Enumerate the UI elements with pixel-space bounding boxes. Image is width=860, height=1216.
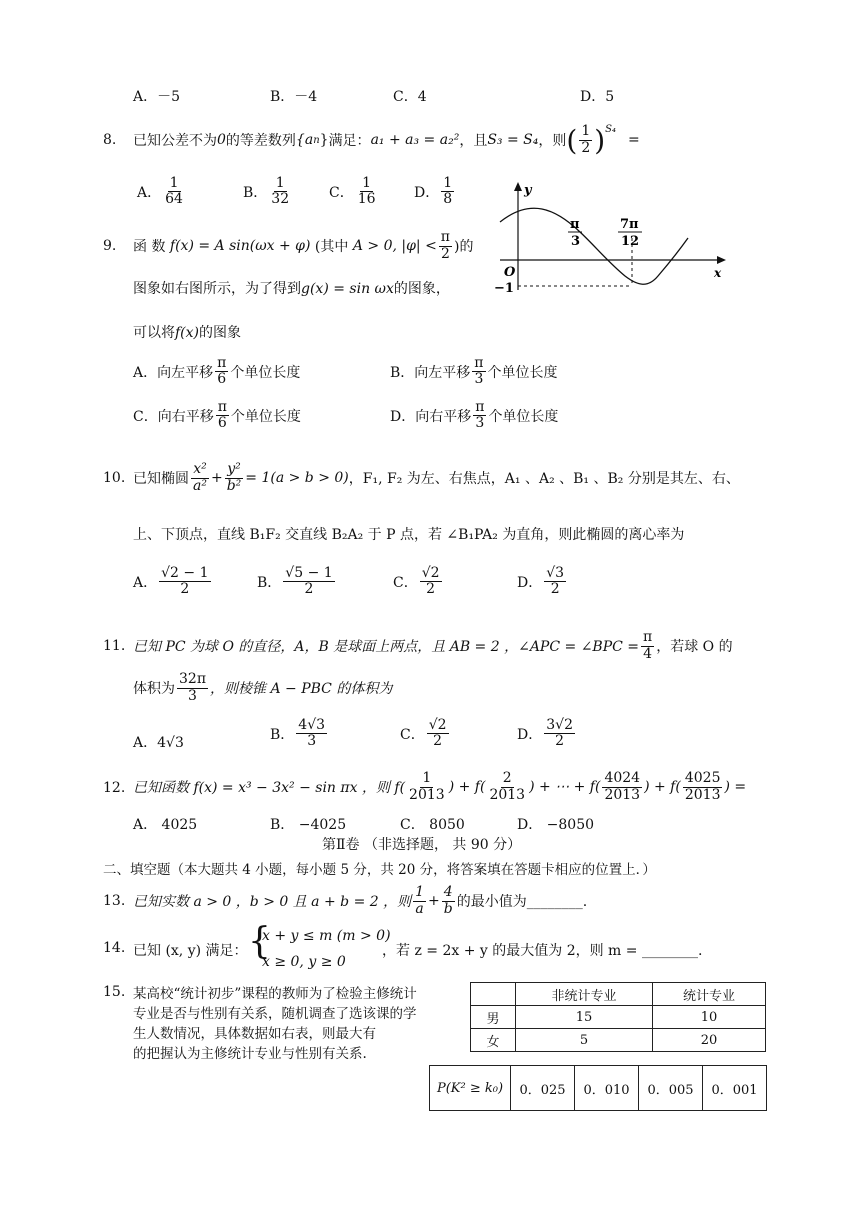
q8-eq1: a₁ + a₃ = a₂²	[370, 132, 460, 148]
q14-system-2: x ≥ 0, y ≥ 0	[262, 954, 346, 970]
q8-option-b: B． $\frac{1}{32}$	[243, 175, 290, 208]
q14-stem-a: 已知 (x, y) 满足：	[133, 943, 248, 959]
section2-heading: 二、填空题（本大题共 4 小题，每小题 5 分，共 20 分，将答案填在答题卡相应的位置上．）	[103, 862, 656, 878]
q13-stem: 已知实数 a > 0 ，b > 0 且 a + b = 2 ，则 $\frac{1}{a}$ + $\frac{4}{b}$ 的最小值为________.	[133, 884, 588, 917]
q9-number: 9.	[103, 238, 117, 254]
q8-stem: 已知公差不为 0 的等差数列 {a n } 满足： a₁ + a₃ = a₂² ，且 S₃ = S₄ ，则 ( $\frac{1}{2}$ ) S₄ =	[133, 123, 640, 157]
q10-option-d: D． $\frac{√3}{2}$	[517, 565, 565, 598]
q8-text-1: 已知公差不为	[133, 133, 217, 149]
q7-option-c: C．4	[393, 89, 427, 105]
tick2-num: 7π	[620, 217, 639, 232]
q8-equals: =	[628, 132, 640, 148]
table-row: P(K² ≥ k₀) 0．025 0．010 0．005 0．001	[430, 1066, 767, 1111]
q12-stem: 已知函数 f(x) = x³ − 3x² − sin πx ，则 f( $\frac{1}{2013}$ ) + f( $\frac{2}{2013}$ ) + ⋯ + f( $\frac{4024}{2013}$ ) + f( $\frac{4025}{2013}$ ) =	[133, 770, 747, 803]
q8-text-4: ，且	[459, 133, 488, 149]
origin-label: O	[504, 265, 516, 280]
sine-curve	[500, 208, 688, 284]
q8-seq-sub: n	[313, 134, 320, 146]
q11-option-c: C． $\frac{√2}{2}$	[400, 717, 447, 750]
q10-option-a: A． $\frac{√2 - 1}{2}$	[133, 565, 209, 598]
q8-number: 8.	[103, 132, 117, 148]
q7-option-d: D．5	[580, 89, 615, 105]
q10-stem-line1: 已知椭圆 $\frac{\text{x²}}{\text{a²}}$ + $\frac{\text{y²}}{\text{b²}}$ = 1(a > b > 0) ，F₁, F₂ 为左、右焦点，A₁ 、A₂ 、B₁ 、B₂ 分别是其左、右、	[133, 461, 740, 494]
q11-stem-line2: 体积为 $\frac{32\pi}{3}$ ，则棱锥 A − PBC 的体积为	[133, 671, 393, 704]
q8-zero: 0	[217, 132, 226, 148]
q9-sine-graph	[490, 180, 730, 300]
q11-option-b: B． $\frac{4√3}{3}$	[270, 717, 326, 750]
q9-option-a: A．向左平移 $\frac{\pi}{6}$ 个单位长度	[133, 355, 301, 388]
q8-option-c: C． $\frac{1}{16}$	[329, 175, 376, 208]
q11-option-a: A．4√3	[133, 735, 184, 751]
tick1-num: π	[570, 217, 580, 232]
q14-number: 14.	[103, 940, 126, 956]
q8-eq2: S₃ = S₄	[487, 132, 539, 148]
q12-option-d: D． −8050	[517, 817, 595, 833]
q15-stem: 某高校“统计初步”课程的教师为了检验主修统计 专业是否与性别有关系，随机调查了选该课的学 生人数情况，具体数据如右表，则最大有 的把握认为主修统计专业与性别有关系.	[133, 986, 417, 1062]
y-label: y	[524, 183, 532, 198]
q12-option-a: A． 4025	[133, 817, 198, 833]
q9-stem-line1: 函 数 f(x) = A sin(ωx + φ) (其中 A > 0, |φ| < $\frac{\pi}{2}$ )的	[133, 229, 474, 262]
q14-stem-b: ，若 z = 2x + y 的最大值为 2，则 m = ________.	[382, 943, 703, 959]
q8-half: $\frac{1}{2}$	[581, 123, 591, 156]
q7-option-b: B．－4	[270, 89, 318, 105]
q11-stem-line1: 已知 PC 为球 O 的直径，A，B 是球面上两点，且 AB = 2 ，∠APC = ∠BPC = $\frac{\pi}{4}$ ，若球 O 的	[133, 629, 733, 662]
q13-number: 13.	[103, 893, 126, 909]
q12-option-c: C． 8050	[400, 817, 465, 833]
tick1-den: 3	[571, 234, 581, 249]
q11-option-d: D． $\frac{3√2}{2}$	[517, 717, 573, 750]
x-label: x	[714, 266, 722, 280]
y-axis-arrow	[514, 182, 522, 191]
part2-heading: 第Ⅱ卷 （非选择题， 共 90 分）	[322, 837, 522, 853]
q7-option-a: A．－5	[133, 89, 181, 105]
table-header-row: 非统计专业 统计专业	[471, 983, 766, 1006]
minus-one-label: −1	[494, 281, 514, 296]
table-row: 男 15 10	[471, 1006, 766, 1029]
q9-stem-line2: 图象如右图所示，为了得到g(x) = sin ωx的图象，	[133, 281, 450, 297]
q11-number: 11.	[103, 638, 126, 654]
q9-stem-line3: 可以将f(x)的图象	[133, 325, 242, 341]
tick2-den: 12	[621, 234, 640, 249]
q12-option-b: B． −4025	[270, 817, 347, 833]
q14-system-1: x + y ≤ m (m > 0)	[262, 928, 391, 944]
q8-option-d: D． $\frac{1}{8}$	[414, 175, 453, 208]
q9-option-c: C．向右平移 $\frac{\pi}{6}$ 个单位长度	[133, 399, 301, 432]
q8-text-2: 的等差数列	[225, 133, 296, 149]
q10-option-c: C． $\frac{√2}{2}$	[393, 565, 440, 598]
q10-number: 10.	[103, 470, 126, 486]
q8-seq: {a	[295, 132, 314, 148]
q8-text-5: ，则	[538, 133, 567, 149]
q15-probability-table	[429, 1065, 767, 1111]
q10-option-b: B． $\frac{√5 - 1}{2}$	[257, 565, 333, 598]
q12-number: 12.	[103, 780, 126, 796]
q15-number: 15.	[103, 984, 126, 1000]
q15-contingency-table	[470, 982, 766, 1052]
q8-option-a: A． $\frac{1}{64}$	[137, 175, 183, 208]
q8-exponent: S₄	[605, 123, 617, 135]
q9-option-b: B．向左平移 $\frac{\pi}{3}$ 个单位长度	[390, 355, 558, 388]
q14-brace: {	[248, 921, 271, 962]
table-row: 女 5 20	[471, 1029, 766, 1052]
q9-option-d: D．向右平移 $\frac{\pi}{3}$ 个单位长度	[390, 399, 559, 432]
q10-stem-line2: 上、下顶点，直线 B₁F₂ 交直线 B₂A₂ 于 P 点，若 ∠B₁PA₂ 为直角，则此椭圆的离心率为	[133, 527, 685, 543]
q8-text-3: 满足：	[328, 133, 371, 149]
x-axis-arrow	[717, 256, 726, 264]
q8-seq-close: }	[319, 132, 329, 148]
